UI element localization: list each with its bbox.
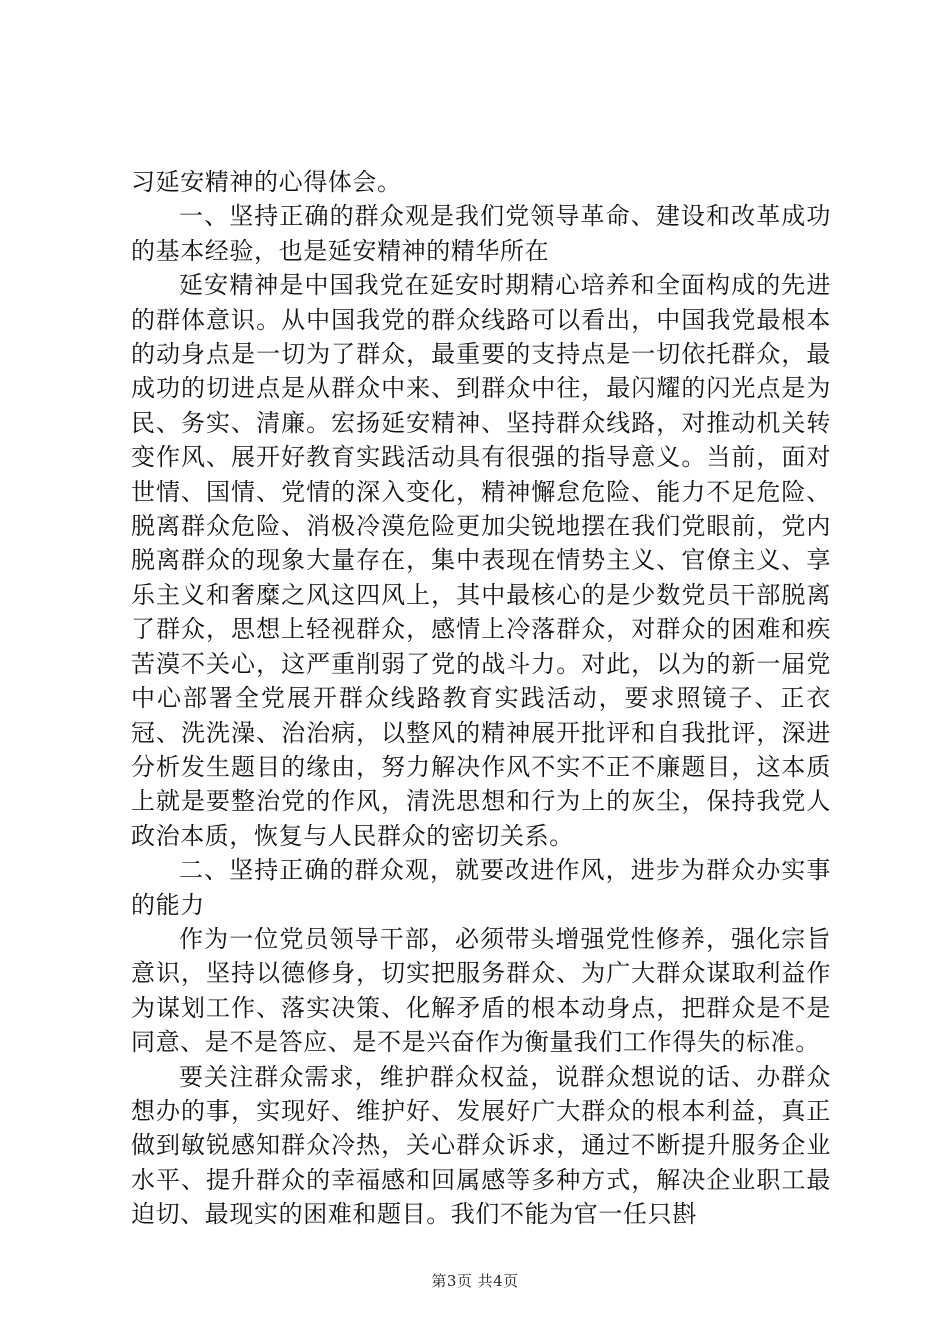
section-heading-1: 一、坚持正确的群众观是我们党领导革命、建设和改革成功的基本经验，也是延安精神的精华所在 (131, 202, 831, 265)
paragraph-3: 作为一位党员领导干部，必须带头增强党性修养，强化宗旨意识，坚持以德修身，切实把服务群众、为广大群众谋取利益作为谋划工作、落实决策、化解矛盾的根本动身点，把群众是不是同意、是不是答应、是不是兴奋作为衡量我们工作得失的标准。 (131, 924, 831, 1057)
page-footer: 第3页 共4页 (431, 1272, 519, 1290)
section-heading-2: 二、坚持正确的群众观，就要改进作风，进步为群众办实事的能力 (131, 856, 831, 919)
paragraph-4: 要关注群众需求，维护群众权益，说群众想说的话、办群众想办的事，实现好、维护好、发展好广大群众的根本利益，真正做到敏锐感知群众冷热，关心群众诉求，通过不断提升服务企业水平、提升群众的幸福感和回属感等多种方式，解决企业职工最迫切、最现实的困难和题目。我们不能为官一任只斟 (131, 1062, 831, 1229)
paragraph-1: 习延安精神的心得体会。 (131, 168, 402, 196)
paragraph-2: 延安精神是中国我党在延安时期精心培养和全面构成的先进的群体意识。从中国我党的群众线路可以看出，中国我党最根本的动身点是一切为了群众，最重要的支持点是一切依托群众，最成功的切进点是从群众中来、到群众中往，最闪耀的闪光点是为民、务实、清廉。宏扬延安精神、坚持群众线路，对推动机关转变作风、展开好教育实践活动具有很强的指导意义。当前，面对世情、国情、党情的深入变化，精神懈怠危险、能力不足危险、脱离群众危险、消极冷漠危险更加尖锐地摆在我们党眼前，党内脱离群众的现象大量存在，集中表现在情势主义、官僚主义、享乐主义和奢糜之风这四风上，其中最核心的是少数党员干部脱离了群众，思想上轻视群众，感情上冷落群众，对群众的困难和疾苦漠不关心，这严重削弱了党的战斗力。对此，以为的新一届党中心部署全党展开群众线路教育实践活动，要求照镜子、正衣冠、洗洗澡、治治病，以整风的精神展开批评和自我批评，深进分析发生题目的缘由，努力解决作风不实不正不廉题目，这本质上就是要整治党的作风，清洗思想和行为上的灰尘，保持我党人政治本质，恢复与人民群众的密切关系。 (131, 271, 831, 850)
document-body (131, 165, 831, 1232)
